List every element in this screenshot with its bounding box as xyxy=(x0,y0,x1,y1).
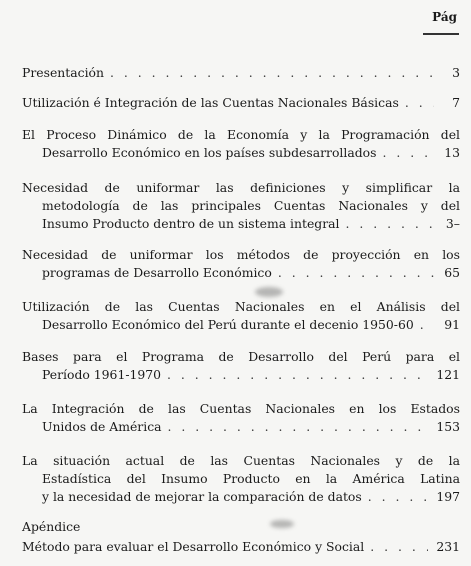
toc-entry xyxy=(22,348,460,384)
toc-page-number: 153 xyxy=(436,418,460,434)
toc-entry xyxy=(22,400,460,436)
toc-entry-title-line: La Integración de las Cuentas Nacionales en los Estados xyxy=(22,401,460,416)
toc-entry xyxy=(22,298,460,334)
toc-entry-title-line: Insumo Producto dentro de un sistema integral xyxy=(42,215,340,231)
toc-page-number: 7 xyxy=(452,95,460,110)
toc-entry-line xyxy=(22,488,460,506)
toc-entry-line xyxy=(22,215,460,233)
toc-entry-title-line: Unidos de América xyxy=(42,418,162,434)
toc-entry-line xyxy=(22,197,460,215)
toc-entry-title-line: La situación actual de las Cuentas Nacionales y de la xyxy=(22,453,460,468)
dot-leader xyxy=(382,144,434,162)
toc-entry-title-line: metodología de las principales Cuentas Nacionales y del xyxy=(42,197,460,213)
dot-leader xyxy=(168,418,429,436)
header-rule xyxy=(423,33,459,35)
toc-page-number: 121 xyxy=(436,366,460,382)
toc-entry xyxy=(22,126,460,162)
toc-entry xyxy=(22,94,460,112)
toc-entry-line xyxy=(22,264,460,282)
toc-entry-title-line: Desarrollo Económico en los países subdesarrollados xyxy=(42,144,377,160)
ink-smudge xyxy=(270,520,294,528)
toc-entry-line xyxy=(22,179,460,197)
toc-page-number: 13 xyxy=(444,144,460,160)
toc-entry xyxy=(22,246,460,282)
toc-entry-title-line: programas de Desarrollo Económico xyxy=(42,264,272,280)
toc-entry-title-line: Método para evaluar el Desarrollo Económico y Social xyxy=(22,539,365,554)
toc-entry-title-line: Estadística del Insumo Producto en la América Latina xyxy=(42,470,460,486)
toc-entry-line xyxy=(22,126,460,144)
toc-entry-title-line: Presentación xyxy=(22,65,104,80)
toc-entry-title-line: Utilización é Integración de las Cuentas Nacionales Básicas xyxy=(22,95,399,110)
dot-leader xyxy=(345,215,434,233)
dot-leader xyxy=(167,366,428,384)
toc-page-number: 231 xyxy=(436,539,460,554)
toc-entry-title-line: y la necesidad de mejorar la comparación de datos xyxy=(42,488,362,504)
toc-entry-line xyxy=(22,298,460,316)
dot-leader xyxy=(405,94,434,112)
toc-entry-title-line: El Proceso Dinámico de la Economía y la Programación del xyxy=(22,127,460,142)
toc-page-number: 3 xyxy=(452,65,460,80)
toc-entry-line xyxy=(22,452,460,470)
toc-entry-title-line: Necesidad de uniformar las definiciones y simplificar la xyxy=(22,180,460,195)
toc-entry-line xyxy=(22,144,460,162)
dot-leader xyxy=(110,64,434,82)
toc-entry-line xyxy=(22,348,460,366)
toc-entry xyxy=(22,179,460,232)
toc-entry-line xyxy=(22,366,460,384)
toc-entry-line xyxy=(22,470,460,488)
appendix-entry xyxy=(22,538,460,556)
toc-entry-title-line: Desarrollo Económico del Perú durante el decenio 1950-60 xyxy=(42,316,414,332)
toc-entry xyxy=(22,64,460,82)
dot-leader xyxy=(420,316,434,334)
toc-entry-title-line: Bases para el Programa de Desarrollo del Perú para el xyxy=(22,349,460,364)
toc-entry xyxy=(22,452,460,505)
toc-entry-line xyxy=(22,316,460,334)
dot-leader xyxy=(368,488,429,506)
toc-entry-title-line: Utilización de las Cuentas Nacionales en el Análisis del xyxy=(22,299,460,314)
toc-page-number: 197 xyxy=(436,488,460,504)
toc-entry-title-line: Período 1961-1970 xyxy=(42,366,162,382)
appendix-label: Apéndice xyxy=(22,519,81,534)
toc-page-number: 91 xyxy=(444,316,460,332)
toc-entry-line xyxy=(22,418,460,436)
toc-entry-title-line: Necesidad de uniformar los métodos de proyección en los xyxy=(22,247,460,262)
toc-page-number: 3– xyxy=(445,215,460,231)
page-column-header: Pág xyxy=(432,10,457,24)
toc-page-number: 65 xyxy=(444,264,460,280)
toc-entry-line xyxy=(22,64,460,82)
dot-leader xyxy=(370,538,428,556)
toc-entry-line xyxy=(22,246,460,264)
dot-leader xyxy=(278,264,434,282)
ink-smudge xyxy=(255,287,283,297)
toc-entry-line xyxy=(22,538,460,556)
toc-entry-line xyxy=(22,400,460,418)
toc-entry-line xyxy=(22,94,460,112)
